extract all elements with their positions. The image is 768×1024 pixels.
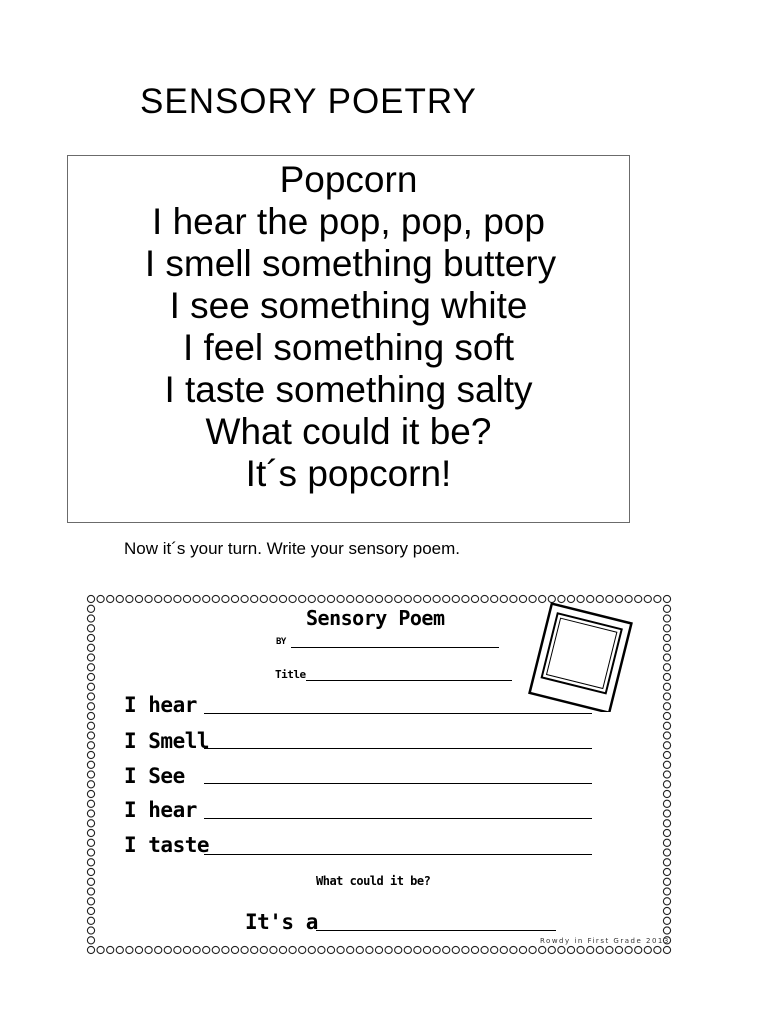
border-circle (462, 946, 469, 953)
title-label: Title (275, 668, 306, 681)
border-circle (356, 946, 363, 953)
example-poem-box (67, 155, 630, 523)
border-circle (663, 771, 670, 778)
border-circle (87, 615, 94, 622)
page-title: SENSORY POETRY (140, 82, 477, 121)
border-circle (452, 946, 459, 953)
border-circle (97, 946, 104, 953)
border-circle (87, 859, 94, 866)
border-circle (663, 664, 670, 671)
border-circle (289, 946, 296, 953)
border-circle (308, 595, 315, 602)
border-circle (395, 595, 402, 602)
border-circle (87, 800, 94, 807)
border-circle (87, 771, 94, 778)
border-circle (347, 595, 354, 602)
border-circle (663, 634, 670, 641)
border-circle (116, 946, 123, 953)
border-circle (663, 625, 670, 632)
border-circle (663, 742, 670, 749)
border-circle (635, 946, 642, 953)
border-circle (644, 595, 651, 602)
border-circle (87, 820, 94, 827)
border-circle (135, 595, 142, 602)
prompt-hear: I hear (124, 693, 197, 717)
border-circle (500, 946, 507, 953)
border-circle (481, 946, 488, 953)
border-circle (606, 946, 613, 953)
border-circle (462, 595, 469, 602)
border-circle (663, 810, 670, 817)
border-circle (529, 946, 536, 953)
border-circle (87, 644, 94, 651)
border-circle (97, 595, 104, 602)
prompt-see: I See (124, 764, 185, 788)
hear-line (204, 713, 592, 714)
border-circle (423, 946, 430, 953)
see-line (204, 783, 592, 784)
border-circle (126, 595, 133, 602)
border-circle (87, 751, 94, 758)
border-circle (279, 595, 286, 602)
border-circle (107, 595, 114, 602)
border-circle (548, 946, 555, 953)
credit-text: Rowdy in First Grade 2013 (540, 937, 670, 945)
border-circle (510, 595, 517, 602)
border-circle (663, 673, 670, 680)
border-circle (471, 595, 478, 602)
border-circle (87, 927, 94, 934)
border-circle (231, 946, 238, 953)
border-circle (654, 595, 661, 602)
border-circle (443, 946, 450, 953)
border-circle (433, 595, 440, 602)
border-circle (663, 927, 670, 934)
border-circle (654, 946, 661, 953)
title-line (306, 680, 512, 681)
border-circle (663, 888, 670, 895)
border-circle (404, 946, 411, 953)
border-circle (318, 946, 325, 953)
border-circle (116, 595, 123, 602)
hear-line-2 (204, 818, 592, 819)
border-circle (203, 946, 210, 953)
border-circle (337, 595, 344, 602)
border-circle (663, 644, 670, 651)
border-circle (663, 800, 670, 807)
border-circle (87, 693, 94, 700)
taste-line (204, 854, 592, 855)
border-circle (366, 595, 373, 602)
border-circle (222, 946, 229, 953)
answer-line (316, 930, 556, 931)
border-circle (433, 946, 440, 953)
border-circle (663, 868, 670, 875)
border-circle (356, 595, 363, 602)
border-circle (385, 595, 392, 602)
border-circle (222, 595, 229, 602)
border-circle (663, 946, 670, 953)
border-circle (251, 946, 258, 953)
border-circle (241, 595, 248, 602)
border-circle (87, 703, 94, 710)
border-circle (663, 849, 670, 856)
border-circle (587, 946, 594, 953)
poem-line-question: What could it be? (205, 411, 492, 452)
border-circle (155, 946, 162, 953)
border-circle (500, 595, 507, 602)
answer-label: It's a (245, 910, 318, 934)
border-circle (299, 946, 306, 953)
border-circle (183, 946, 190, 953)
border-circle (193, 595, 200, 602)
prompt-taste: I taste (124, 833, 210, 857)
border-circle (375, 946, 382, 953)
border-circle (289, 595, 296, 602)
poem-line-taste: I taste something salty (164, 369, 533, 410)
border-circle (87, 898, 94, 905)
border-circle (87, 868, 94, 875)
poem-line-title: Popcorn (279, 159, 418, 200)
polaroid-frame-icon (524, 600, 636, 712)
border-circle (644, 946, 651, 953)
border-circle (87, 829, 94, 836)
border-circle (212, 595, 219, 602)
border-circle (577, 946, 584, 953)
border-circle (87, 781, 94, 788)
border-circle (174, 595, 181, 602)
border-circle (87, 595, 94, 602)
border-circle (212, 946, 219, 953)
border-circle (663, 683, 670, 690)
border-circle (567, 946, 574, 953)
border-circle (279, 946, 286, 953)
border-circle (404, 595, 411, 602)
border-circle (663, 820, 670, 827)
border-circle (663, 703, 670, 710)
border-circle (87, 937, 94, 944)
worksheet-heading: Sensory Poem (306, 606, 445, 630)
border-circle (663, 859, 670, 866)
border-circle (260, 595, 267, 602)
prompt-hear-2: I hear (124, 798, 197, 822)
border-circle (663, 917, 670, 924)
border-circle (366, 946, 373, 953)
border-circle (107, 946, 114, 953)
border-circle (87, 888, 94, 895)
border-circle (375, 595, 382, 602)
border-circle (193, 946, 200, 953)
border-circle (87, 878, 94, 885)
border-circle (231, 595, 238, 602)
border-circle (183, 595, 190, 602)
border-circle (87, 849, 94, 856)
border-circle (155, 595, 162, 602)
by-label: BY (276, 637, 286, 647)
border-circle (663, 693, 670, 700)
border-circle (87, 907, 94, 914)
border-circle (87, 625, 94, 632)
border-circle (663, 839, 670, 846)
border-circle (395, 946, 402, 953)
border-circle (241, 946, 248, 953)
border-circle (663, 615, 670, 622)
border-circle (260, 946, 267, 953)
border-circle (663, 907, 670, 914)
border-circle (510, 946, 517, 953)
border-circle (663, 595, 670, 602)
border-circle (491, 946, 498, 953)
border-circle (126, 946, 133, 953)
border-circle (663, 751, 670, 758)
border-circle (270, 595, 277, 602)
border-circle (87, 946, 94, 953)
border-circle (558, 946, 565, 953)
border-circle (663, 654, 670, 661)
border-circle (385, 946, 392, 953)
border-circle (491, 595, 498, 602)
border-circle (87, 634, 94, 641)
border-circle (615, 946, 622, 953)
poem-line-answer: It´s popcorn! (245, 453, 452, 494)
border-circle (663, 781, 670, 788)
border-circle (663, 898, 670, 905)
border-circle (663, 722, 670, 729)
border-circle (87, 712, 94, 719)
border-circle (87, 732, 94, 739)
by-line (291, 647, 499, 648)
border-circle (203, 595, 210, 602)
border-circle (596, 946, 603, 953)
border-circle (539, 946, 546, 953)
border-circle (625, 946, 632, 953)
border-circle (87, 722, 94, 729)
border-circle (145, 946, 152, 953)
prompt-smell: I Smell (124, 729, 210, 753)
poem-line-hear: I hear the pop, pop, pop (152, 201, 545, 242)
border-circle (471, 946, 478, 953)
border-circle (308, 946, 315, 953)
border-circle (414, 946, 421, 953)
poem-line-smell: I smell something buttery (144, 243, 557, 284)
poem-line-see: I see something white (169, 285, 528, 326)
border-circle (299, 595, 306, 602)
border-circle (663, 605, 670, 612)
border-circle (87, 664, 94, 671)
border-circle (87, 810, 94, 817)
border-circle (663, 790, 670, 797)
border-circle (87, 917, 94, 924)
border-circle (337, 946, 344, 953)
sensory-poem-worksheet (84, 592, 674, 957)
border-circle (135, 946, 142, 953)
border-circle (481, 595, 488, 602)
border-circle (663, 761, 670, 768)
border-circle (87, 605, 94, 612)
border-circle (87, 673, 94, 680)
border-circle (87, 742, 94, 749)
smell-line (204, 748, 592, 749)
border-circle (270, 946, 277, 953)
border-circle (174, 946, 181, 953)
border-circle (251, 595, 258, 602)
border-circle (347, 946, 354, 953)
border-circle (87, 654, 94, 661)
border-circle (87, 761, 94, 768)
border-circle (663, 829, 670, 836)
border-circle (423, 595, 430, 602)
border-circle (663, 732, 670, 739)
instruction-text: Now it´s your turn. Write your sensory poem. (124, 539, 461, 558)
border-circle (318, 595, 325, 602)
border-circle (443, 595, 450, 602)
border-circle (327, 595, 334, 602)
border-circle (87, 790, 94, 797)
border-circle (145, 595, 152, 602)
border-circle (663, 712, 670, 719)
worksheet-question: What could it be? (316, 874, 431, 888)
border-circle (87, 839, 94, 846)
border-circle (663, 878, 670, 885)
border-circle (164, 946, 171, 953)
border-circle (452, 595, 459, 602)
border-circle (164, 595, 171, 602)
border-circle (519, 946, 526, 953)
poem-line-feel: I feel something soft (182, 327, 515, 368)
border-circle (414, 595, 421, 602)
border-circle (327, 946, 334, 953)
border-circle (87, 683, 94, 690)
